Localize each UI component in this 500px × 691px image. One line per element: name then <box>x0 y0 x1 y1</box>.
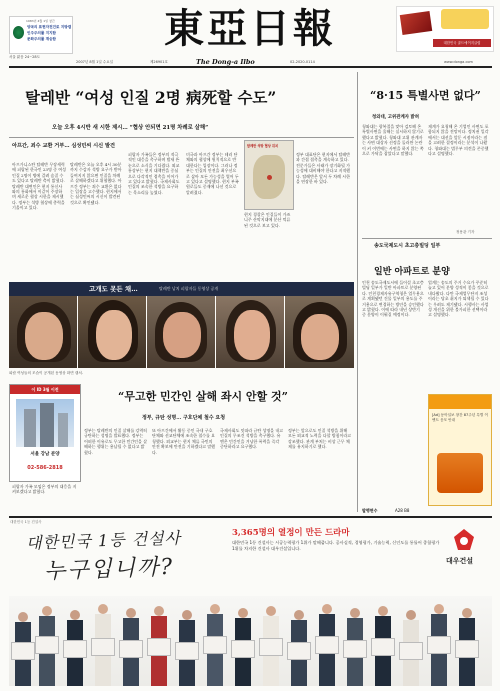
right-top-body-col2: 재계가 요청해 온 기업인 사면도 포함되지 않을 전망이다. 정치권 일각에서는 대선을 앞둔 시점이라는 점을 고려한 결정이라는 분석이 나왔다. 청와대는 법무부 의견을 존중했다고 설명했다. <box>428 124 489 157</box>
lead-headline: 탈레반 “여성 인질 2명 病死할 수도” <box>25 88 277 107</box>
bottom-ad-people <box>9 596 492 686</box>
building-image <box>16 399 74 447</box>
hostage-photo-3 <box>147 296 215 368</box>
lead-body-col6: 정부 대표단은 현지에서 탈레반과 간접 접촉을 계속하고 있다. 전문가들은 사태가 장기화될 가능성에 대비해야 한다고 지적했다. 탈레반은 앞서 두 차례 시한을 연장한 바 있다. <box>296 152 351 185</box>
second-body-left: 피랍자 가족 모임은 정부의 대응을 지켜보겠다고 밝혔다. <box>12 484 77 495</box>
second-body-col4: 정부는 앞으로도 인질 석방을 위해 모든 외교적 노력을 다할 방침이라고 강조했다. 관계 부처는 비상 근무 체제를 유지하기로 했다. <box>288 428 352 450</box>
right-mid-kicker: 송도국제도시 초고층빌딩 일부 <box>374 243 441 249</box>
map-label: 탈레반 석방 협상 위치 <box>247 144 279 148</box>
bottom-ad-brand: 대우건설 <box>446 556 474 565</box>
promo-line-1: 양곡의 표현자전건로 지방캠 <box>27 25 72 29</box>
page-index-label: 발행면수 <box>362 508 378 513</box>
edition-note: 1983년 4월 1일 창간 <box>26 19 55 23</box>
lead-body-col1: 아프가니스탄 탈레반 무장세력에 피랍된 한국인 23명 중 여성 인질 2명이 병에 걸려 숨질 수도 있다고 탈레반 측이 밝혔다. 탈레반 대변인은 현지 통신사와의 통화에서 이같이 주장하며 새로운 협상 시한을 제시했다. 정부는 석방 협상에 총력을 기울이고 있다. <box>12 162 66 211</box>
right-mid-body-col2: 업계는 송도의 주거 수요가 꾸준히 늘고 있어 분양 성적이 좋을 것으로 내다봤다. 다만 국제업무단지 조성이라는 당초 취지가 퇴색될 수 있다는 우려도 제기됐다. 시행사는 사업성 개선을 위한 불가피한 선택이라고 설명했다. <box>428 280 489 318</box>
right-mid-headline: 일반 아파트로 분양 <box>374 267 450 277</box>
second-body-col3: 국제사회도 잇따라 규탄 성명을 내고 인질의 무조건 석방을 촉구했다. 유엔은 민간인을 겨냥한 폭력을 즉각 중단하라고 요구했다. <box>220 428 284 450</box>
hostage-photo-5 <box>285 296 354 368</box>
page-index-value: A28 B8 <box>395 508 410 513</box>
photo-strip-sub: 탈레반 납치 피랍자들 동영상 공개 <box>159 286 219 291</box>
weather-line: 서울 맑음 24~28도 <box>9 55 40 59</box>
emblem-icon <box>13 26 24 39</box>
second-subhead: 정부, 규탄 성명… 구호단체 철수 요청 <box>142 415 226 421</box>
masthead-right-ad <box>396 6 494 52</box>
ad-rule <box>9 516 492 518</box>
second-body-col1: 정부는 탈레반의 인질 살해를 강력히 규탄하는 성명을 발표했다. 정부는 어떠한 이유로도 무고한 민간인을 살해하는 행위는 용납될 수 없다고 밝혔다. <box>84 428 148 455</box>
column-divider <box>357 72 358 512</box>
right-mid-body-col1: 인천 송도국제도시에 들어설 초고층 빌딩 일부가 일반 아파트로 분양된다. 인천경제자유구역청은 업무용으로 계획됐던 건물 일부의 용도를 주거용으로 변경하는 방안을 승인했다고 밝혔다. 이에 따라 내년 상반기 중 분양이 이뤄질 예정이다. <box>362 280 424 318</box>
lead-col1-title: 아프간, 죄수 교환 거부… 심성민씨 시신 발견 <box>12 143 116 149</box>
photo-strip-header <box>9 282 354 296</box>
bottom-ad-handwriting-1: 대한민국 1등 건설사 <box>25 528 182 553</box>
right-top-subhead: 청와대, 고위관계자 밝혀 <box>372 115 420 120</box>
second-body-col2: 또 아프간에서 활동 중인 국내 구호단체와 선교단체에 조속한 철수를 요청했다. 외교부는 현지 체류 국민의 안전 확보에 만전을 기하겠다고 말했다. <box>152 428 216 455</box>
bottom-ad-count-line: 3,365명의 열정이 만든 드라마 <box>232 528 350 538</box>
divider <box>362 238 492 239</box>
hostage-photo-2 <box>78 296 146 368</box>
lead-body-col5: 현지 경찰은 인질들이 가즈니주 산악지대에 분산 억류된 것으로 보고 있다. <box>244 212 291 228</box>
apartment-ad-phone: 02-586-2818 <box>27 465 63 471</box>
hostage-photo-1 <box>9 296 77 368</box>
lead-subhead: 오늘 오후 4시반 새 시한 제시… “협상 안되면 21명 차례로 살해” <box>52 125 209 131</box>
bottom-ad-top-label: 대한민국 1등 건설사 <box>10 520 42 524</box>
hostage-photo-4 <box>216 296 284 368</box>
masthead-rule <box>9 66 492 68</box>
right-ad[interactable] <box>428 394 492 506</box>
photo-strip-title: 고개도 못든 채… <box>89 285 138 293</box>
right-ad-text: 대한민국 골드에이지클럽 <box>433 39 491 47</box>
right-top-body-col1: 청와대는 광복절을 맞아 검토해 온 특별사면을 올해는 실시하지 않기로 했다고 밝혔다. 청와대 고위 관계자는 사면 대상자 선정을 둘러싼 논란이 커 이번에는 사면을 하지 않는 쪽으로 가닥을 잡았다고 말했다. <box>362 124 424 157</box>
masthead-subtitle: The Dong-a Ilbo <box>196 58 255 66</box>
issue-number: 제26901호 <box>150 60 168 64</box>
map-marker-icon <box>267 175 272 180</box>
lead-body-col4: 미국과 아프간 정부는 테러 단체와의 협상에 원칙적으로 반대한다는 입장이다. 그러나 정부는 인질의 안전을 최우선으로 삼아 모든 가능성을 열어 두고 있다고 설명했다. 현지 부족 원로들도 중재에 나선 것으로 알려졌다. <box>186 152 239 195</box>
right-top-byline: 정용관 기자 <box>456 230 475 234</box>
date-line: 2007년 8월 1일 수요일 <box>76 60 113 64</box>
masthead-title: 東亞日報 <box>164 5 336 52</box>
apartment-ad-text: 서울 강남 분양 <box>30 452 60 457</box>
divider <box>9 137 354 138</box>
right-ad-banner <box>429 395 491 409</box>
bottom-ad-handwriting-2: 누구입니까? <box>43 554 175 585</box>
lead-body-col3: 피랍자 가족들은 정부의 적극적인 대응을 촉구하며 밤새 뜬눈으로 소식을 기다렸다. 외교통상부는 현지 대책반을 중심으로 다각적인 접촉을 이어가고 있다고 밝혔다. 국제사회도 인질의 조속한 석방을 요구하는 목소리를 높였다. <box>128 152 180 195</box>
apartment-ad <box>9 384 81 482</box>
gold-card-image <box>400 11 432 35</box>
site-url: www.donga.com <box>444 60 473 64</box>
right-ad-image <box>437 453 483 493</box>
apartment-ad-label: 이 ID 3월 이전 <box>10 385 80 394</box>
promo-line-2: 인주주의를 지지함 <box>27 31 57 35</box>
lead-map <box>244 140 294 210</box>
masthead-left-promo <box>9 16 73 54</box>
right-top-headline: “8·15 특별사면 없다” <box>370 89 481 102</box>
daewoo-logo-icon <box>452 528 476 552</box>
lead-body-col2: 탈레반은 오늘 오후 4시 30분까지 수감자 석방 요구가 받아들여지지 않으면 인질을 차례로 살해하겠다고 위협했다. 아프간 정부는 죄수 교환은 없다는 입장을 고수했다. 현지에서는 심성민씨의 시신이 발견된 것으로 확인됐다. <box>70 162 122 205</box>
bottom-ad-body: 대한민국 1등 건설사는 시공능력평가 1위가 말해줍니다. 공사실적, 경영평가, 기술능력, 신인도를 통틀어 종합평가 1위를 차지한 건설사 대우건설입니다. <box>232 540 440 551</box>
gold-badge-icon <box>441 9 489 29</box>
phone-number: 02-2020-0114 <box>290 60 315 64</box>
promo-line-3: 문화주의를 계승함 <box>27 37 57 41</box>
second-headline: “무고한 민간인 살해 좌시 안할 것” <box>118 390 288 403</box>
right-ad-text: [Ad] 동아일보 창간 87주년 특별 이벤트 응모 안내 <box>432 413 488 422</box>
photo-strip-caption: 피랍 여성들의 모습이 공개된 동영상 화면 캡처. <box>9 371 83 375</box>
